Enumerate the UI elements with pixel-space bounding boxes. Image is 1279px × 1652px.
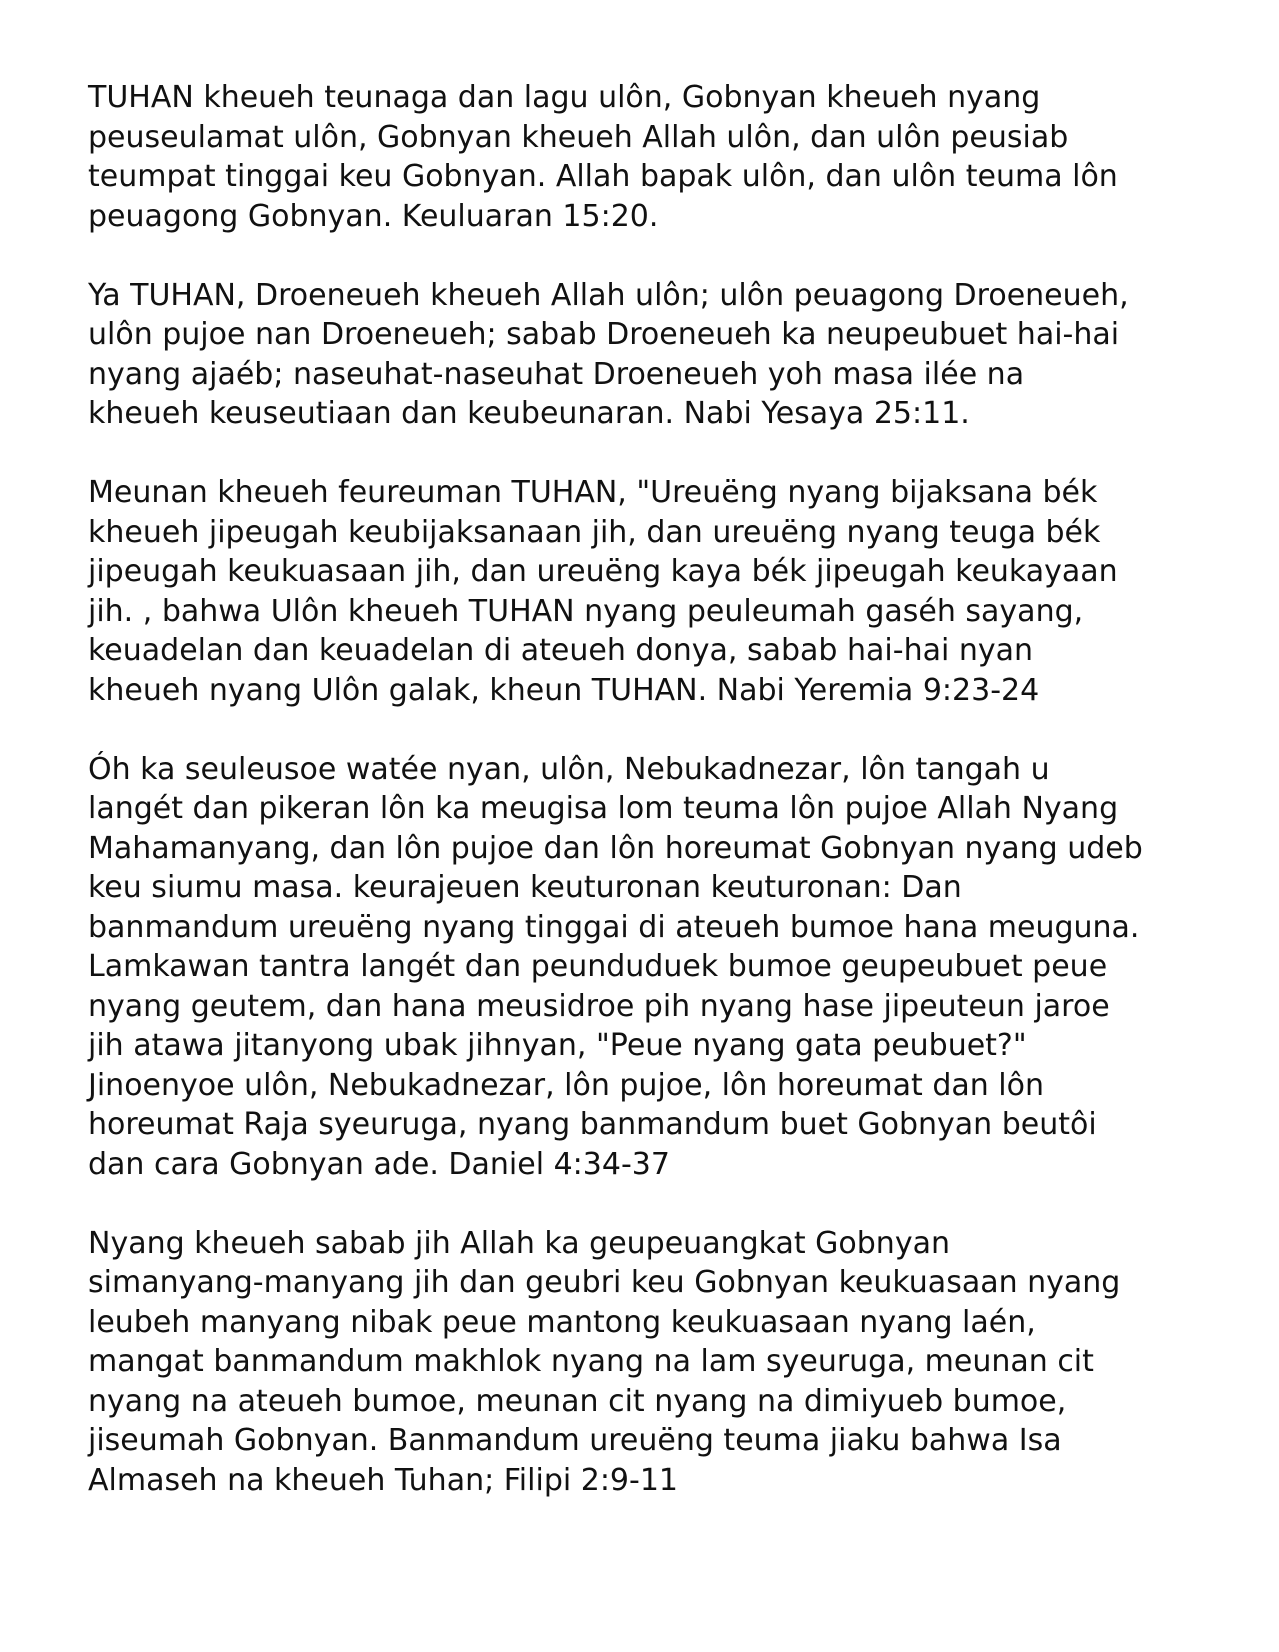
- paragraph-keuluaran: TUHAN kheueh teunaga dan lagu ulôn, Gobnyan kheueh nyang peuseulamat ulôn, Gobnyan kheueh Allah ulôn, dan ulôn peusiab teumpat tinggai keu Gobnyan. Allah bapak ulôn, dan ulôn teuma lôn peuagong Gobnyan. Keuluaran 15:20.: [88, 80, 1118, 234]
- paragraph-yesaya: Ya TUHAN, Droeneueh kheueh Allah ulôn; ulôn peuagong Droeneueh, ulôn pujoe nan Droeneueh; sabab Droeneueh ka neupeubuet hai-hai nyang ajaéb; naseuhat-naseuhat Droeneueh yoh masa ilée na kheueh keuseutiaan dan keubeunaran. Nabi Yesaya 25:11.: [88, 277, 1129, 431]
- paragraph-daniel: Óh ka seuleusoe watée nyan, ulôn, Nebukadnezar, lôn tangah u langét dan pikeran lôn ka meugisa lom teuma lôn pujoe Allah Nyang Mahamanyang, dan lôn pujoe dan lôn horeumat Gobnyan nyang udeb keu siumu masa. keurajeuen keuturonan keuturonan: Dan banmandum ureuëng nyang tinggai di ateueh bumoe hana meuguna. Lamkawan tantra langét dan peunduduek bumoe geupeubuet peue nyang geutem, dan hana meusidroe pih nyang hase jipeuteun jaroe jih atawa jitanyong ubak jihnyan, "Peue nyang gata peubuet?" Jinoenyoe ulôn, Nebukadnezar, lôn pujoe, lôn horeumat dan lôn horeumat Raja syeuruga, nyang banmandum buet Gobnyan beutôi dan cara Gobnyan ade. Daniel 4:34-37: [88, 751, 1143, 1182]
- paragraph-filipi: Nyang kheueh sabab jih Allah ka geupeuangkat Gobnyan simanyang-manyang jih dan geubri keu Gobnyan keukuasaan nyang leubeh manyang nibak peue mantong keukuasaan nyang laén, mangat banmandum makhlok nyang na lam syeuruga, meunan cit nyang na ateueh bumoe, meunan cit nyang na dimiyueb bumoe, jiseumah Gobnyan. Banmandum ureuëng teuma jiaku bahwa Isa Almaseh na kheueh Tuhan; Filipi 2:9-11: [88, 1225, 1121, 1498]
- paragraph-yeremia: Meunan kheueh feureuman TUHAN, "Ureuëng nyang bijaksana bék kheueh jipeugah keubijaksanaan jih, dan ureuëng nyang teuga bék jipeugah keukuasaan jih, dan ureuëng kaya bék jipeugah keukayaan jih. , bahwa Ulôn kheueh TUHAN nyang peuleumah gaséh sayang, keuadelan dan keuadelan di ateueh donya, sabab hai-hai nyan kheueh nyang Ulôn galak, kheun TUHAN. Nabi Yeremia 9:23-24: [88, 475, 1118, 708]
- document-page: [88, 78, 1208, 1540]
